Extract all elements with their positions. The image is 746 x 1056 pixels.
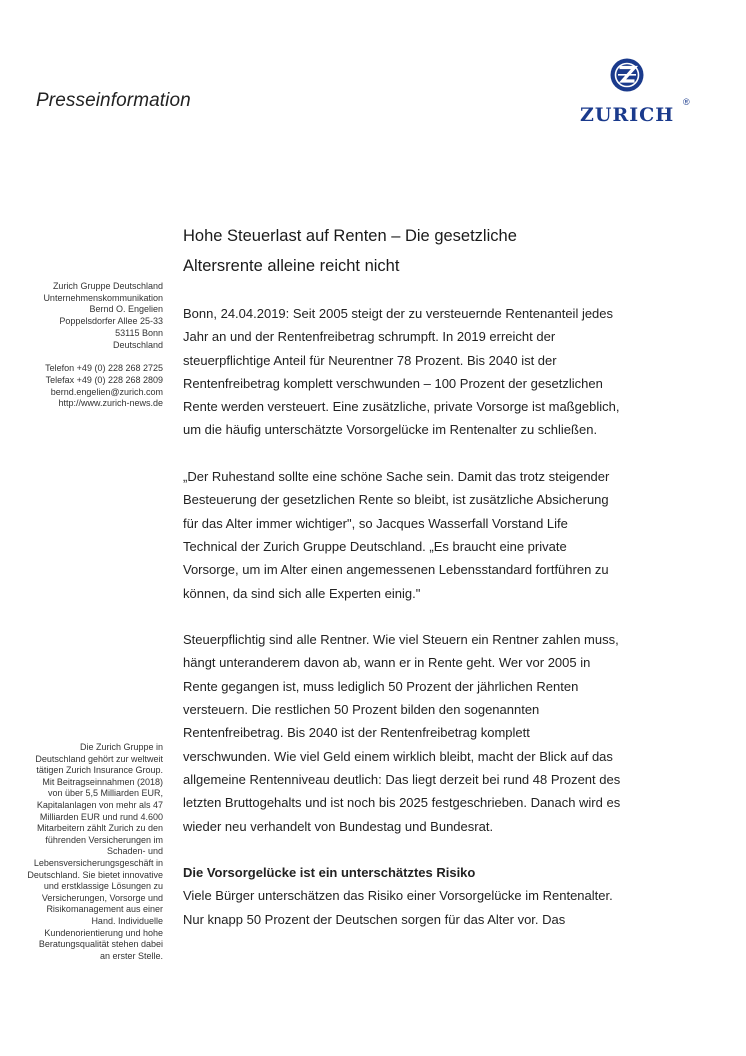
website-link[interactable]: http://www.zurich-news.de (58, 398, 163, 409)
about-line: Deutschland. Sie bietet innovative (27, 869, 163, 880)
zurich-emblem-icon (610, 58, 644, 92)
zurich-logo (580, 58, 700, 130)
body-line: können, da sind sich alle Experten einig." (183, 585, 421, 601)
body-line: versteuern. Die restlichen 50 Prozent bilden den sogenannten (183, 702, 540, 718)
body-line: Steuerpflichtig sind alle Rentner. Wie viel Steuern ein Rentner zahlen muss, (183, 632, 619, 648)
body-line: um die häufig unterschätzte Vorsorgelücke im Rentenalter zu schließen. (183, 422, 598, 438)
contact-line: Poppelsdorfer Allee 25-33 (59, 316, 163, 327)
contact-line: Unternehmenskommunikation (43, 292, 163, 303)
about-line: tätigen Zurich Insurance Group. (36, 765, 163, 776)
body-line: Rentenfreibetrag komplett verschwunden – 100 Prozent der gesetzlichen (183, 375, 603, 391)
about-line: Beratungsqualität stehen dabei (38, 939, 163, 950)
body-line: Technical der Zurich Gruppe Deutschland. „Es braucht eine private (183, 538, 567, 554)
about-line: Mit Beitragseinnahmen (2018) (42, 776, 163, 787)
registered-mark: ® (683, 97, 690, 107)
about-line: Hand. Individuelle (91, 915, 163, 926)
body-line: „Der Ruhestand sollte eine schöne Sache sein. Damit das trotz steigender (183, 469, 610, 485)
contact-line: 53115 Bonn (115, 327, 163, 338)
about-line: Milliarden EUR und rund 4.600 (39, 811, 163, 822)
body-line: für das Alter immer wichtiger", so Jacques Wasserfall Vorstand Life (183, 515, 568, 531)
body-line: steuerpflichtige Anteil für Neurentner 78 Prozent. Bis 2040 ist der (183, 352, 557, 368)
contact-line: Zurich Gruppe Deutschland (52, 281, 163, 291)
contact-line: Deutschland (112, 339, 163, 350)
about-line: Deutschland gehört zur weltweit (35, 753, 163, 764)
body-line: Vorsorge, um im Alter einen angemessenen Lebensstandard fortführen zu (183, 562, 609, 578)
body-line: Rente werden versteuert. Eine zusätzliche, private Vorsorge ist maßgeblich, (183, 399, 620, 415)
phone-line: Telefon +49 (0) 228 268 2725 (45, 363, 163, 374)
about-line: Risikomanagement aus einer (46, 904, 163, 915)
body-line: Rente gegangen ist, muss lediglich 50 Prozent der jährlichen Renten (183, 678, 579, 694)
body-line: Besteuerung der gesetzlichen Rente so bleibt, ist zusätzliche Absicherung (183, 492, 609, 508)
contact-block (20, 281, 163, 410)
body-line: Viele Bürger unterschätzen das Risiko einer Vorsorgelücke im Rentenalter. (183, 888, 613, 904)
about-line: führenden Versicherungen im (45, 834, 163, 845)
article-headline (183, 221, 633, 281)
body-line: Nur knapp 50 Prozent der Deutschen sorgen für das Alter vor. Das (183, 911, 566, 927)
body-line: Rentenfreibetrag. Bis 2040 ist der Rentenfreibetrag komplett (183, 725, 530, 741)
about-block (10, 742, 163, 962)
body-line: letzten Bruttogehalts und ist noch bis 2025 festgeschrieben. Danach wird es (183, 795, 621, 811)
body-line: allgemeine Rentenniveau deutlich: Das liegt derzeit bei rund 48 Prozent des (183, 771, 621, 787)
body-line: hängt unteranderem davon ab, wann er in Rente geht. Wer vor 2005 in (183, 655, 591, 671)
about-line: Mitarbeitern zählt Zurich zu den (36, 823, 163, 834)
paragraph-intro (183, 302, 643, 442)
about-line: Die Zurich Gruppe in (79, 742, 163, 752)
paragraph-tax (183, 628, 643, 838)
about-line: Kundenorientierung und hohe (44, 927, 163, 938)
body-line: verschwunden. Wie viel Geld einem wirklich bleibt, macht der Blick auf das (183, 748, 613, 764)
email-link[interactable]: bernd.engelien@zurich.com (50, 386, 163, 397)
section-subheading: Die Vorsorgelücke ist ein unterschätztes Risiko (183, 865, 476, 881)
body-line: Bonn, 24.04.2019: Seit 2005 steigt der zu versteuernde Rentenanteil jedes (183, 306, 614, 321)
fax-line: Telefax +49 (0) 228 268 2809 (45, 374, 163, 385)
headline-line: Hohe Steuerlast auf Renten – Die gesetzliche (183, 227, 517, 245)
about-line: Versicherungen, Vorsorge und (41, 892, 163, 903)
body-line: Jahr an und der Rentenfreibetrag schrumpft. In 2019 erreicht der (183, 329, 556, 345)
about-line: Schaden- und (106, 846, 163, 857)
body-line: wieder neu verhandelt von Bundestag und Bundesrat. (183, 818, 494, 834)
paragraph-gap-risk (183, 884, 643, 931)
about-line: Lebensversicherungsgeschäft in (33, 857, 163, 868)
paragraph-quote (183, 465, 643, 605)
headline-line: Altersrente alleine reicht nicht (183, 257, 400, 275)
article-body (183, 302, 643, 931)
logo-wordmark: ZURICH (580, 104, 675, 126)
about-line: an erster Stelle. (99, 950, 163, 961)
about-line: von über 5,5 Milliarden EUR, (47, 788, 163, 799)
about-line: Kapitalanlagen von mehr als 47 (36, 799, 163, 810)
page-title: Presseinformation (36, 90, 191, 111)
contact-line: Bernd O. Engelien (89, 304, 163, 315)
about-line: und erstklassige Lösungen zu (43, 881, 163, 892)
